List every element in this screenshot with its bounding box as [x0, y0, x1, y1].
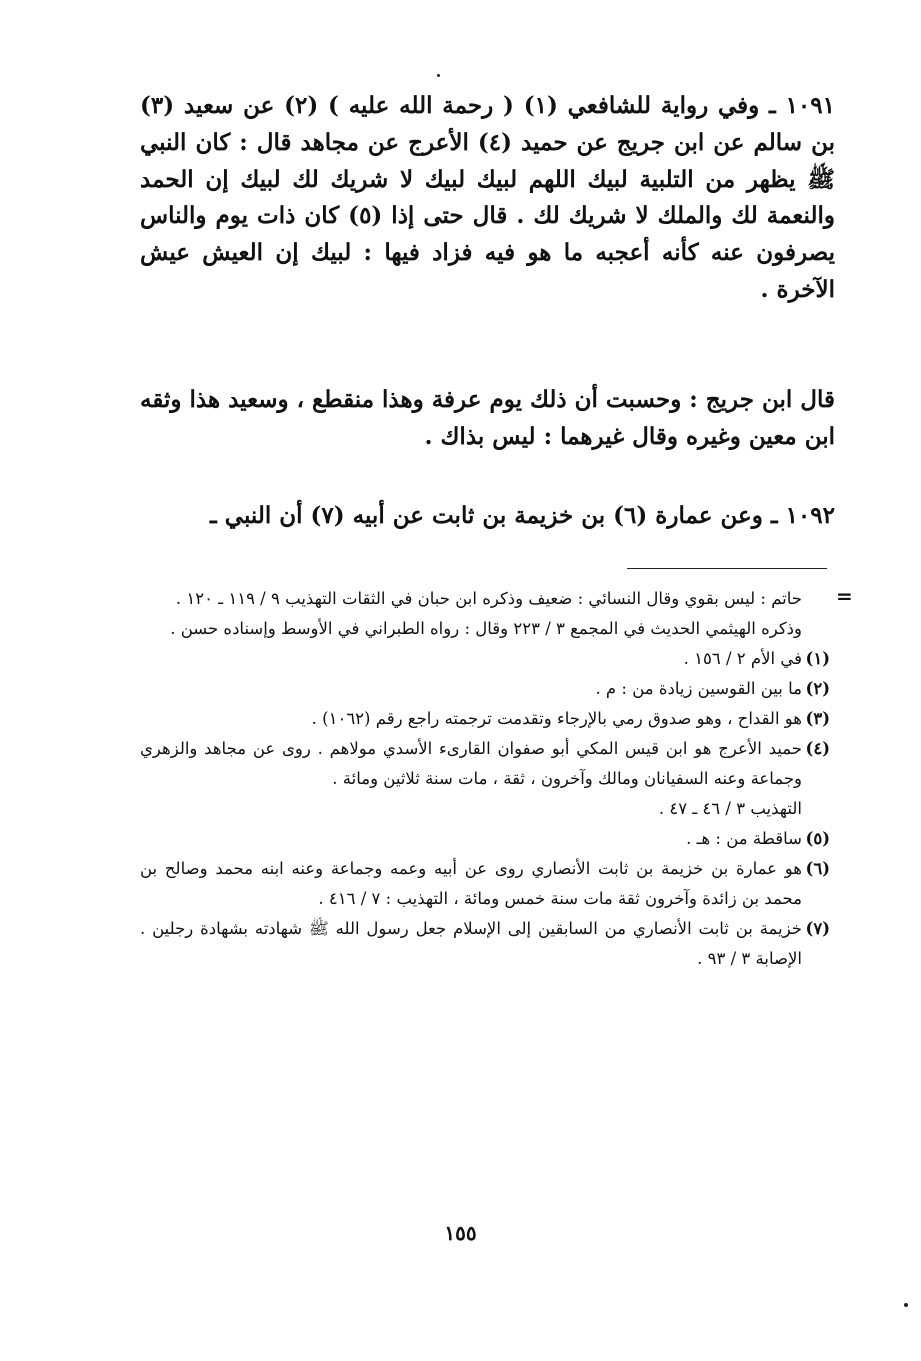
footnote-number: (٧): [805, 919, 830, 939]
footnote-3: [140, 704, 830, 734]
page-number: ١٥٥: [444, 1221, 477, 1245]
footnote-number: (٤): [805, 739, 830, 759]
footnote-2: [140, 674, 830, 704]
hadith-1092-text: ١٠٩٢ ـ وعن عمارة (٦) بن خزيمة بن ثابت عن أبيه (٧) أن النبي ـ: [210, 502, 835, 529]
ibn-jurayj-comment-paragraph: [140, 382, 835, 456]
footnote-text: هو القداح ، وهو صدوق رمي بالإرجاء وتقدمت ترجمته راجع رقم (١٠٦٢) .: [311, 709, 802, 729]
footnote-continued-line-1: حاتم : ليس بقوي وقال النسائي : ضعيف وذكره ابن حبان في الثقات التهذيب ٩ / ١١٩ ـ ١٢٠ .: [175, 589, 802, 608]
ibn-jurayj-comment-text: قال ابن جريج : وحسبت أن ذلك يوم عرفة وهذا منقطع ، وسعيد هذا وثقه ابن معين وغيره وقال غيرهما : ليس بذاك .: [140, 386, 835, 450]
hadith-1092-paragraph: [140, 498, 835, 535]
footnote-continued-line-2: وذكره الهيثمي الحديث في المجمع ٣ / ٢٢٣ وقال : رواه الطبراني في الأوسط وإسناده حسن .: [170, 619, 802, 639]
footnote-text-extra: التهذيب ٣ / ٤٦ ـ ٤٧ .: [658, 799, 802, 819]
scan-speck: [437, 74, 440, 77]
footnote-continued: [140, 584, 830, 614]
footnote-text: في الأم ٢ / ١٥٦ .: [683, 649, 802, 669]
footnotes-section: [140, 584, 830, 974]
footnote-number: (٢): [805, 679, 830, 699]
footnote-6: [140, 854, 830, 914]
footnote-5: [140, 824, 830, 854]
footnote-continuation-mark: =: [836, 584, 853, 608]
footnote-text: حميد الأعرج هو ابن قيس المكي أبو صفوان القارىء الأسدي مولاهم . روى عن مجاهد والزهري وجماعة وعنه السفيانان ومالك وآخرون ، ثقة ، مات سنة ثلاثين ومائة .: [140, 739, 802, 789]
footnote-1: [140, 644, 830, 674]
hadith-1091-text: ١٠٩١ ـ وفي رواية للشافعي (١) ( رحمة الله عليه ) (٢) عن سعيد (٣) بن سالم عن ابن جريج عن حميد (٤) الأعرج عن مجاهد قال : كان النبي ﷺ يظهر من التلبية لبيك اللهم لبيك لبيك لا شريك لك لبيك إن الحمد والنعمة لك والملك لا شريك لك . قال حتى إذا (٥) كان ذات يوم والناس يصرفون عنه كأنه أعجبه ما هو فيه فزاد فيها : لبيك إن العيش عيش الآخرة .: [140, 92, 835, 303]
footnote-7: [140, 914, 830, 974]
scan-speck: [904, 1303, 908, 1307]
footnote-text: خزيمة بن ثابت الأنصاري من السابقين إلى الإسلام جعل رسول الله ﷺ شهادته بشهادة رجلين . الإصابة ٣ / ٩٣ .: [140, 919, 802, 969]
footnote-number: (١): [805, 649, 830, 669]
footnote-number: (٥): [805, 829, 830, 849]
footnote-divider: [627, 568, 827, 569]
footnote-number: (٦): [805, 859, 830, 879]
footnote-4: [140, 734, 830, 824]
footnote-text: ما بين القوسين زيادة من : م .: [595, 679, 802, 699]
footnote-continued: [140, 614, 830, 644]
footnote-text: هو عمارة بن خزيمة بن ثابت الأنصاري روى عن أبيه وعمه وجماعة وعنه ابنه محمد وصالح بن محمد بن زائدة وآخرون ثقة مات سنة خمس ومائة ، التهذيب : ٧ / ٤١٦ .: [140, 859, 802, 909]
footnote-text: ساقطة من : هـ .: [686, 829, 802, 849]
hadith-1091-paragraph: [140, 88, 835, 309]
footnote-number: (٣): [805, 709, 830, 729]
